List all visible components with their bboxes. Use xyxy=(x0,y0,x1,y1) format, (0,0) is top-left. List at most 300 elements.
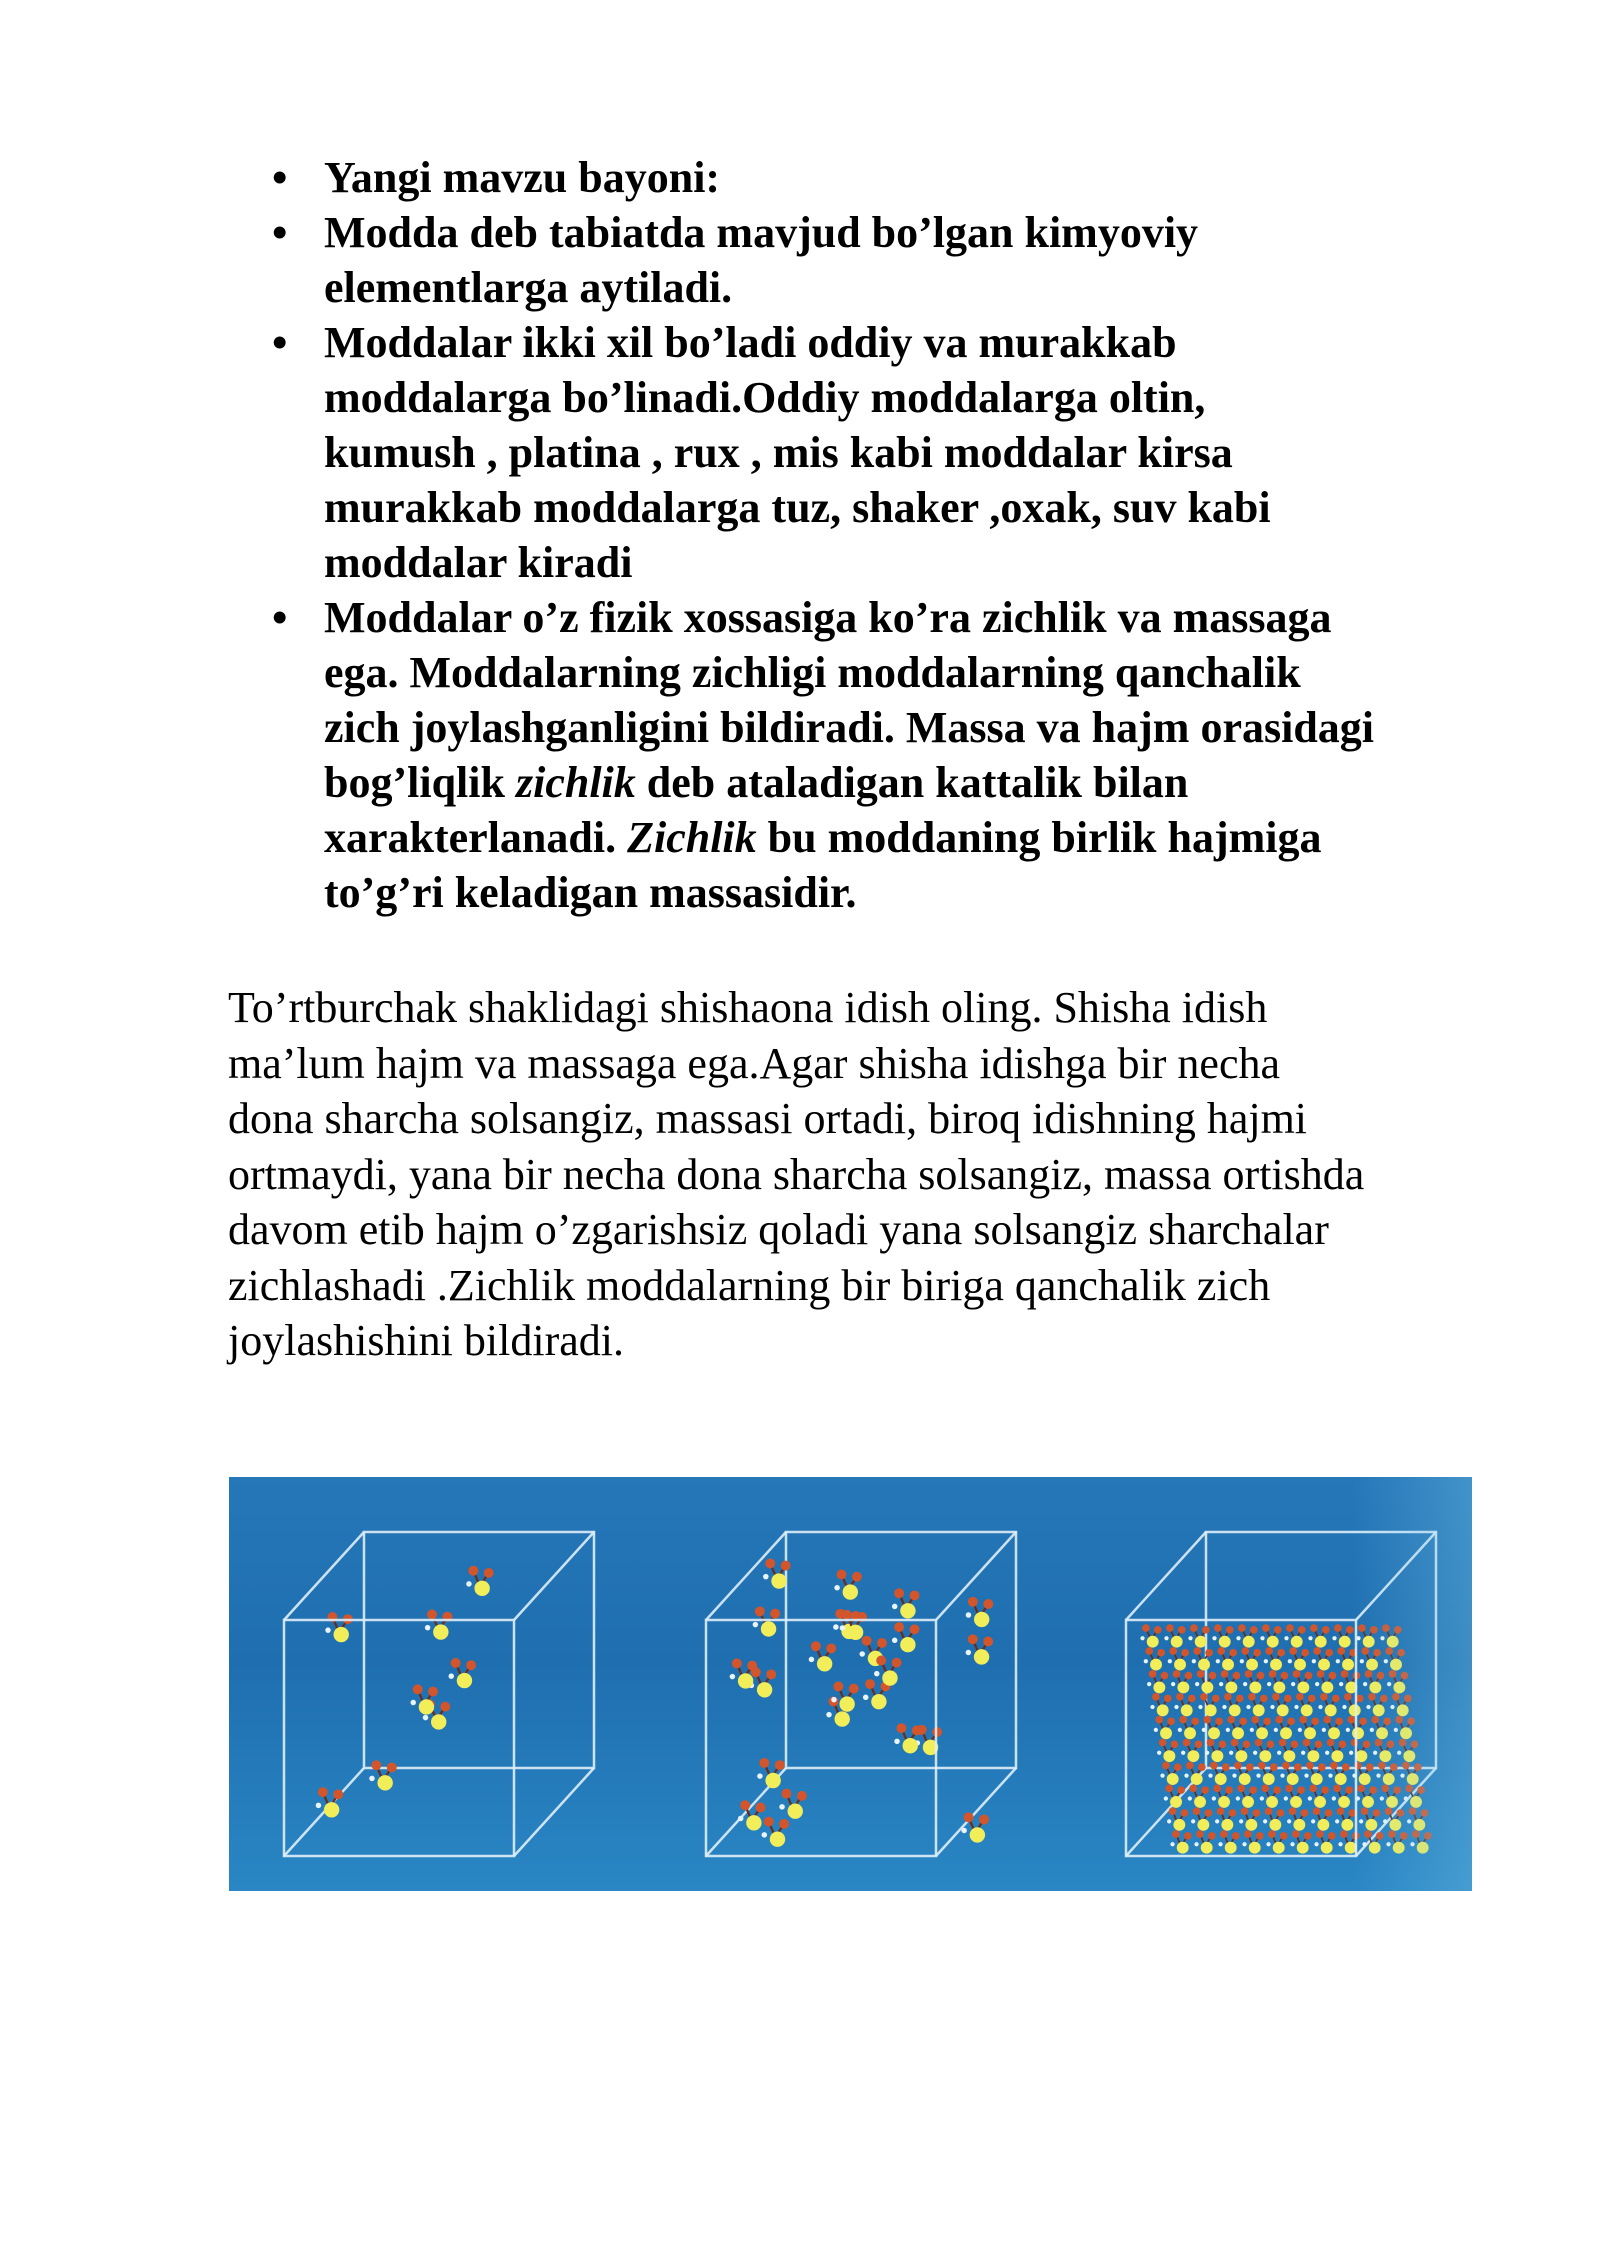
atom xyxy=(1202,1626,1210,1634)
atom xyxy=(1188,1695,1196,1703)
atom xyxy=(1255,1739,1263,1747)
molecule xyxy=(1160,1727,1172,1739)
atom xyxy=(1200,1693,1208,1701)
bond xyxy=(1397,1836,1404,1846)
atom xyxy=(1298,1626,1306,1634)
atom xyxy=(1212,1695,1220,1703)
atom xyxy=(1177,1786,1185,1794)
atom xyxy=(1270,1705,1274,1709)
atom xyxy=(1181,1809,1189,1817)
molecule xyxy=(1259,1750,1271,1762)
atom xyxy=(1421,1809,1429,1817)
atom xyxy=(877,1638,887,1648)
molecule xyxy=(1311,1773,1323,1785)
molecule xyxy=(1314,1796,1326,1808)
atom xyxy=(1178,1728,1182,1732)
atom xyxy=(1368,1693,1376,1701)
molecule xyxy=(1153,1682,1165,1694)
atom xyxy=(1339,1740,1347,1748)
atom xyxy=(1347,1716,1355,1724)
atom xyxy=(1346,1626,1354,1634)
atom xyxy=(1332,1695,1340,1703)
atom xyxy=(1250,1626,1258,1634)
atom xyxy=(1356,1636,1360,1640)
atom xyxy=(1351,1739,1359,1747)
atom xyxy=(1186,1762,1194,1770)
atom xyxy=(961,1828,967,1834)
bullet-item xyxy=(272,315,1492,590)
atom xyxy=(369,1776,375,1782)
atom xyxy=(1219,1682,1223,1686)
atom xyxy=(779,1819,789,1829)
molecule xyxy=(843,1584,858,1599)
molecule xyxy=(1205,1704,1217,1716)
atom xyxy=(1281,1672,1289,1680)
atom xyxy=(910,1624,920,1634)
atom xyxy=(862,1636,872,1646)
atom xyxy=(1407,1718,1415,1726)
atom xyxy=(1286,1624,1294,1632)
bond xyxy=(1377,1698,1384,1708)
molecule xyxy=(1222,1659,1234,1671)
atom xyxy=(1356,1695,1364,1703)
atom xyxy=(1155,1716,1163,1724)
atom xyxy=(1215,1819,1219,1823)
atom xyxy=(1410,1842,1414,1846)
atom xyxy=(1149,1670,1157,1678)
atom xyxy=(964,1812,974,1822)
molecule xyxy=(1173,1819,1185,1831)
atom xyxy=(1197,1670,1205,1678)
molecule xyxy=(848,1625,863,1640)
atom xyxy=(1150,1705,1154,1709)
molecule xyxy=(1359,1773,1371,1785)
atom xyxy=(448,1673,454,1679)
molecule xyxy=(1219,1636,1231,1648)
atom xyxy=(1397,1751,1401,1755)
bullet-text-italic: zichlik xyxy=(515,758,636,807)
atom xyxy=(1246,1763,1254,1771)
molecule xyxy=(746,1815,761,1830)
atom xyxy=(1269,1670,1277,1678)
molecule xyxy=(1369,1682,1381,1694)
atom xyxy=(1308,1636,1312,1640)
atom xyxy=(1172,1830,1180,1838)
atom xyxy=(1258,1762,1266,1770)
molecule xyxy=(1221,1819,1233,1831)
atom xyxy=(333,1789,343,1799)
atom xyxy=(1184,1774,1188,1778)
atom xyxy=(1213,1784,1221,1792)
bond xyxy=(1370,1813,1377,1823)
molecule xyxy=(974,1612,989,1627)
molecule xyxy=(1266,1796,1278,1808)
atom xyxy=(1202,1728,1206,1732)
atom xyxy=(423,1715,429,1721)
atom xyxy=(747,1661,757,1671)
bond xyxy=(1409,1788,1414,1800)
molecule xyxy=(1386,1796,1398,1808)
atom xyxy=(1321,1786,1329,1794)
bullet-text xyxy=(324,593,1374,917)
atom xyxy=(1380,1636,1384,1640)
atom xyxy=(1291,1740,1299,1748)
atom xyxy=(1412,1830,1420,1838)
atom xyxy=(797,1791,807,1801)
atom xyxy=(1239,1718,1247,1726)
atom xyxy=(1236,1695,1244,1703)
atom xyxy=(1277,1809,1285,1817)
atom xyxy=(1340,1830,1348,1838)
molecule xyxy=(377,1775,392,1790)
atom xyxy=(1385,1647,1393,1655)
molecule xyxy=(1225,1842,1237,1854)
molecule xyxy=(900,1603,915,1618)
atom xyxy=(1240,1659,1244,1663)
atom xyxy=(1264,1659,1268,1663)
atom xyxy=(1287,1718,1295,1726)
atom xyxy=(1330,1762,1338,1770)
atom xyxy=(1317,1670,1325,1678)
bond xyxy=(1389,1651,1394,1663)
atom xyxy=(1280,1774,1284,1778)
atom xyxy=(770,1609,780,1619)
box-edge xyxy=(284,1768,364,1856)
molecule xyxy=(1293,1819,1305,1831)
atom xyxy=(1267,1740,1275,1748)
atom xyxy=(318,1787,328,1797)
atom xyxy=(1358,1624,1366,1632)
atom xyxy=(1265,1647,1273,1655)
bond xyxy=(1386,1628,1391,1640)
bond xyxy=(1411,1767,1418,1777)
molecule xyxy=(1376,1727,1388,1739)
atom xyxy=(1189,1784,1197,1792)
atom xyxy=(1222,1705,1226,1709)
atom xyxy=(1298,1728,1302,1732)
atom xyxy=(1303,1739,1311,1747)
atom xyxy=(371,1760,381,1770)
atom xyxy=(1386,1842,1390,1846)
molecule xyxy=(1362,1796,1374,1808)
bullet-icon: • xyxy=(272,593,288,642)
molecule xyxy=(817,1656,832,1671)
molecule xyxy=(1245,1819,1257,1831)
atom xyxy=(1176,1693,1184,1701)
atom xyxy=(1376,1832,1384,1840)
bond xyxy=(1393,1674,1398,1686)
bond xyxy=(1408,1744,1415,1754)
bond xyxy=(1366,1790,1373,1800)
atom xyxy=(1279,1739,1287,1747)
atom xyxy=(1301,1809,1309,1817)
molecule xyxy=(1201,1842,1213,1854)
bond xyxy=(1387,1767,1394,1777)
atom xyxy=(1144,1659,1148,1663)
atom xyxy=(1242,1842,1246,1846)
atom xyxy=(826,1643,836,1653)
atom xyxy=(1287,1819,1291,1823)
bullet-text xyxy=(324,208,1198,312)
atom xyxy=(1402,1762,1410,1770)
atom xyxy=(1329,1672,1337,1680)
atom xyxy=(1315,1682,1319,1686)
atom xyxy=(1215,1718,1223,1726)
molecule xyxy=(1355,1750,1367,1762)
atom xyxy=(968,1597,978,1607)
bond xyxy=(1365,1651,1370,1663)
molecule xyxy=(1369,1842,1381,1854)
molecule xyxy=(1235,1750,1247,1762)
molecule xyxy=(1318,1659,1330,1671)
atom xyxy=(826,1712,832,1718)
atom xyxy=(1387,1682,1391,1686)
atom xyxy=(1404,1796,1408,1800)
molecule xyxy=(1379,1750,1391,1762)
atom xyxy=(756,1802,766,1812)
atom xyxy=(1174,1705,1178,1709)
molecule xyxy=(1291,1636,1303,1648)
atom xyxy=(1273,1786,1281,1794)
atom xyxy=(1322,1626,1330,1634)
atom xyxy=(1322,1728,1326,1732)
atom xyxy=(1417,1786,1425,1794)
atom xyxy=(1147,1682,1151,1686)
atom xyxy=(1263,1819,1267,1823)
atom xyxy=(1325,1751,1329,1755)
atom xyxy=(1159,1739,1167,1747)
molecule xyxy=(1249,1682,1261,1694)
bond xyxy=(1370,1653,1377,1663)
atom xyxy=(1365,1670,1373,1678)
atom xyxy=(1227,1716,1235,1724)
bullet-icon: • xyxy=(272,318,288,367)
molecule xyxy=(1243,1636,1255,1648)
molecule xyxy=(1393,1842,1405,1854)
atom xyxy=(1167,1718,1175,1726)
atom xyxy=(1306,1762,1314,1770)
atom xyxy=(894,1622,904,1632)
atom xyxy=(1327,1739,1335,1747)
atom xyxy=(1154,1626,1162,1634)
molecule xyxy=(324,1802,339,1817)
atom xyxy=(1359,1718,1367,1726)
molecule xyxy=(1345,1842,1357,1854)
atom xyxy=(1224,1693,1232,1701)
atom xyxy=(1400,1774,1404,1778)
atom xyxy=(1145,1647,1153,1655)
atom xyxy=(1297,1786,1305,1794)
atom xyxy=(834,1585,840,1591)
atom xyxy=(1205,1649,1213,1657)
molecule xyxy=(1417,1842,1429,1854)
atom xyxy=(1332,1796,1336,1800)
atom xyxy=(1251,1716,1259,1724)
atom xyxy=(1142,1624,1150,1632)
atom xyxy=(775,1760,785,1770)
molecule xyxy=(771,1573,786,1588)
molecule xyxy=(1339,1636,1351,1648)
atom xyxy=(1352,1774,1356,1778)
atom xyxy=(1325,1649,1333,1657)
bond xyxy=(1396,1697,1401,1709)
atom xyxy=(1349,1751,1353,1755)
molecule xyxy=(474,1581,489,1596)
atom xyxy=(1154,1728,1158,1732)
molecule xyxy=(1239,1773,1251,1785)
molecule xyxy=(1187,1750,1199,1762)
atom xyxy=(1229,1649,1237,1657)
molecule xyxy=(1229,1704,1241,1716)
atom xyxy=(1385,1807,1393,1815)
molecule xyxy=(1170,1796,1182,1808)
atom xyxy=(753,1622,759,1628)
molecule xyxy=(1273,1682,1285,1694)
bullet-list xyxy=(272,150,1492,920)
molecule xyxy=(1400,1727,1412,1739)
atom xyxy=(1229,1809,1237,1817)
atom xyxy=(1268,1830,1276,1838)
atom xyxy=(738,1816,744,1822)
atom xyxy=(1181,1649,1189,1657)
atom xyxy=(1232,1832,1240,1840)
atom xyxy=(1157,1751,1161,1755)
atom xyxy=(1294,1763,1302,1771)
atom xyxy=(1390,1763,1398,1771)
atom xyxy=(1371,1716,1379,1724)
atom xyxy=(1237,1784,1245,1792)
bullet-item xyxy=(272,590,1492,920)
atom xyxy=(1169,1647,1177,1655)
bullet-text-part: Moddalar ikki xil bo’ladi oddiy va murakkab moddalarga bo’linadi.Oddiy moddalarga oltin, kumush , platina , rux , mis kabi moddalar kirsa murakkab moddalarga tuz, shaker ,oxak, suv kabi moddalar kiradi xyxy=(324,318,1271,587)
atom xyxy=(1253,1809,1261,1817)
molecule xyxy=(1242,1796,1254,1808)
atom xyxy=(1160,1774,1164,1778)
atom xyxy=(1334,1624,1342,1632)
atom xyxy=(1191,1819,1195,1823)
atom xyxy=(1373,1809,1381,1817)
atom xyxy=(1377,1672,1385,1680)
atom xyxy=(1383,1718,1391,1726)
atom xyxy=(1394,1626,1402,1634)
atom xyxy=(781,1561,791,1571)
atom xyxy=(1219,1740,1227,1748)
atom xyxy=(1335,1718,1343,1726)
atom xyxy=(730,1674,736,1680)
bond xyxy=(1384,1744,1391,1754)
molecule xyxy=(1365,1819,1377,1831)
molecule xyxy=(1270,1659,1282,1671)
atom xyxy=(1311,1819,1315,1823)
bond xyxy=(1374,1676,1381,1686)
molecule xyxy=(1383,1773,1395,1785)
atom xyxy=(968,1634,978,1644)
atom xyxy=(1173,1670,1181,1678)
atom xyxy=(1342,1705,1346,1709)
atom xyxy=(1312,1659,1316,1663)
atom xyxy=(1390,1705,1394,1709)
atom xyxy=(1299,1716,1307,1724)
atom xyxy=(440,1702,450,1712)
bullet-text-part: bu moddaning birlik hajmiga to’g’ri keladigan massasidir. xyxy=(324,813,1322,917)
atom xyxy=(842,1610,852,1620)
atom xyxy=(1277,1751,1281,1755)
atom xyxy=(1266,1842,1270,1846)
atom xyxy=(1168,1659,1172,1663)
atom xyxy=(1387,1740,1395,1748)
atom xyxy=(732,1658,742,1668)
atom xyxy=(1184,1832,1192,1840)
atom xyxy=(865,1679,875,1689)
bond xyxy=(1416,1834,1421,1846)
atom xyxy=(1195,1682,1199,1686)
molecule xyxy=(1294,1659,1306,1671)
atom xyxy=(876,1656,886,1666)
molecule xyxy=(1177,1842,1189,1854)
atom xyxy=(1181,1751,1185,1755)
molecule xyxy=(1249,1842,1261,1854)
atom xyxy=(983,1599,993,1609)
bond xyxy=(1394,1653,1401,1663)
atom xyxy=(1397,1809,1405,1817)
atom xyxy=(325,1627,331,1633)
molecule xyxy=(1253,1704,1265,1716)
atom xyxy=(1316,1830,1324,1838)
atom xyxy=(1304,1774,1308,1778)
molecule xyxy=(871,1694,886,1709)
bond xyxy=(1363,1767,1370,1777)
atom xyxy=(1360,1659,1364,1663)
molecule xyxy=(1225,1682,1237,1694)
atom xyxy=(740,1800,750,1810)
atom xyxy=(1195,1740,1203,1748)
molecule xyxy=(761,1621,776,1636)
atom xyxy=(1274,1728,1278,1732)
bond xyxy=(1367,1630,1374,1640)
atom xyxy=(1244,1830,1252,1838)
molecule xyxy=(1315,1636,1327,1648)
atom xyxy=(1381,1784,1389,1792)
molecule xyxy=(1256,1727,1268,1739)
atom xyxy=(1212,1636,1216,1640)
bond xyxy=(1403,1743,1408,1755)
molecule xyxy=(1232,1727,1244,1739)
atom xyxy=(1239,1819,1243,1823)
atom xyxy=(1164,1695,1172,1703)
molecule xyxy=(1335,1773,1347,1785)
atom xyxy=(1205,1809,1213,1817)
box-front-face xyxy=(284,1620,514,1856)
atom xyxy=(1253,1649,1261,1657)
atom xyxy=(1424,1832,1432,1840)
bullet-text-part: Modda deb tabiatda mavjud bo’lgan kimyoviy elementlarga aytiladi. xyxy=(324,208,1199,312)
atom xyxy=(1349,1649,1357,1657)
atom xyxy=(1272,1693,1280,1701)
box-edge xyxy=(514,1532,594,1620)
atom xyxy=(1357,1784,1365,1792)
atom xyxy=(1218,1842,1222,1846)
atom xyxy=(1336,1659,1340,1663)
atom xyxy=(1414,1763,1422,1771)
atom xyxy=(1253,1751,1257,1755)
atom xyxy=(1380,1695,1388,1703)
bond xyxy=(1404,1721,1411,1731)
atom xyxy=(1250,1728,1254,1732)
atom xyxy=(1256,1774,1260,1778)
molecule xyxy=(1211,1750,1223,1762)
molecule xyxy=(1338,1796,1350,1808)
atom xyxy=(1236,1796,1240,1800)
